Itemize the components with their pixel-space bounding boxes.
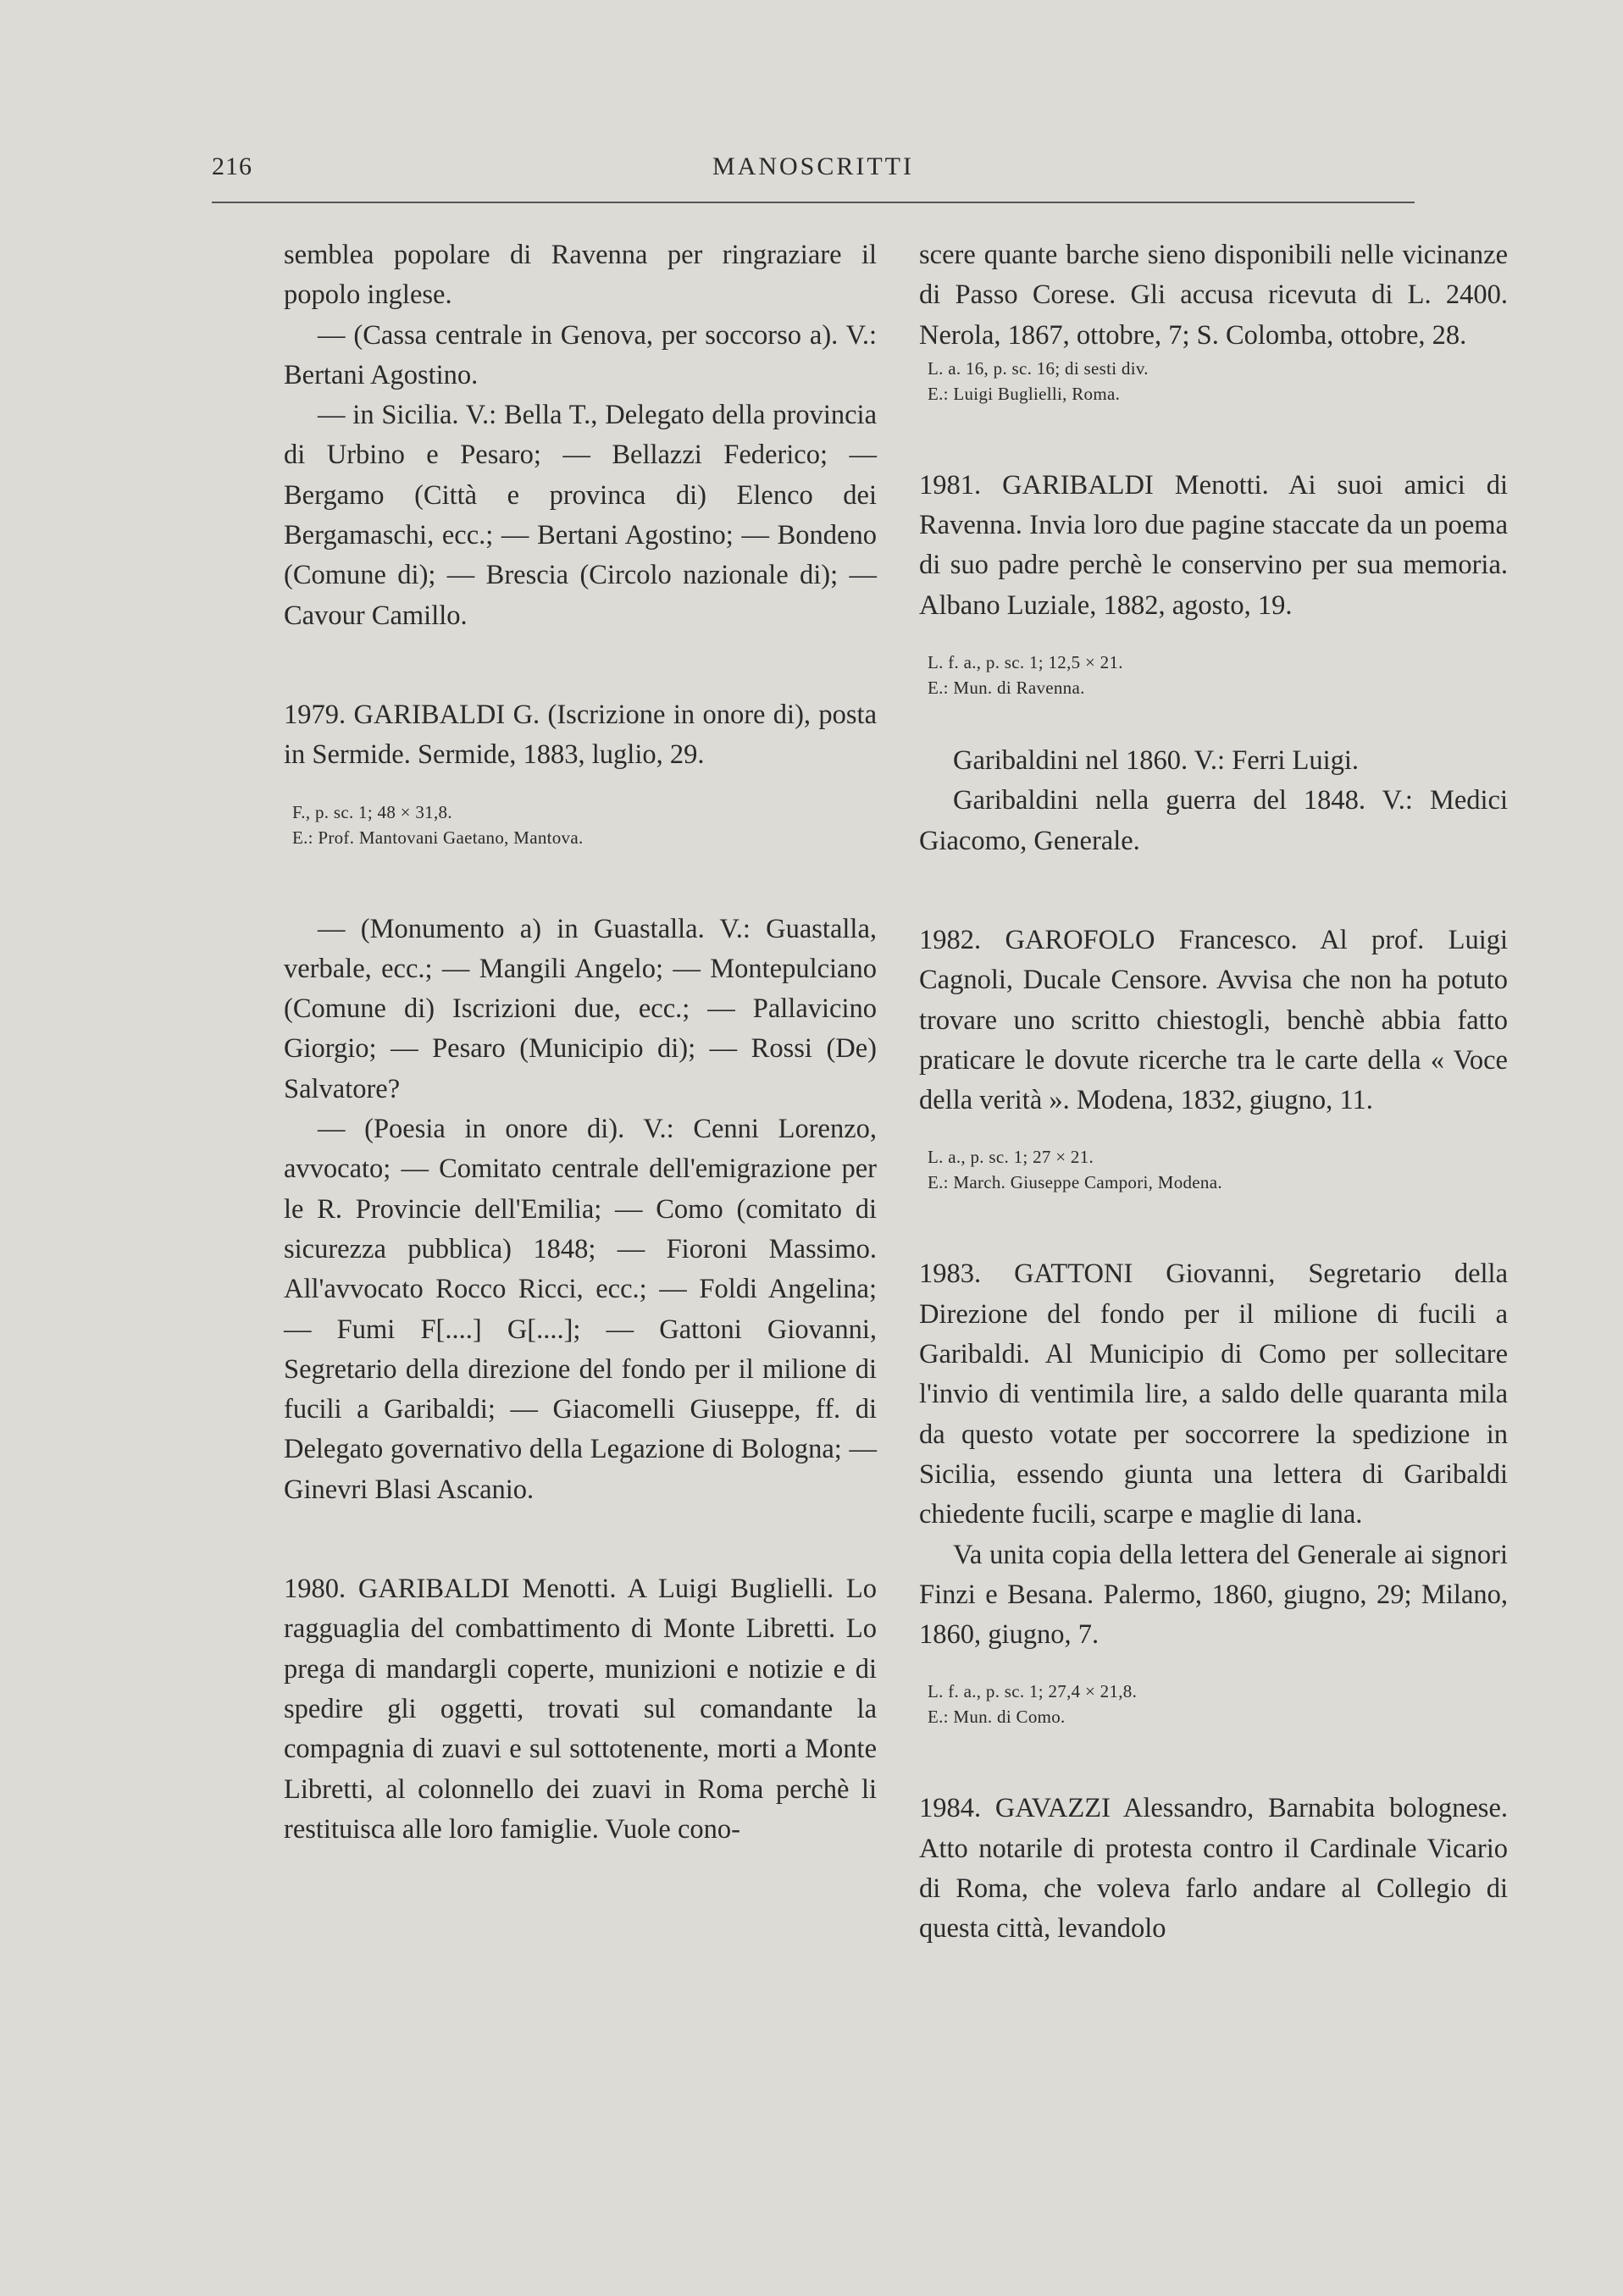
spacer — [919, 700, 1508, 741]
spacer — [284, 1510, 877, 1569]
header-rule — [212, 202, 1415, 203]
spacer — [919, 1729, 1508, 1789]
spacer — [284, 636, 877, 695]
description-line: E.: Prof. Mantovani Gaetano, Mantova. — [292, 827, 584, 848]
page-number: 216 — [212, 152, 252, 180]
catalog-entry: 1983. GATTONI Giovanni, Segretario della Direzione del fondo per il milione di fucili a Garibaldi. Al Municipio di Como per sollecitare l'invio di ventimila lire, a saldo delle quaranta mila da questo votate per soccorrere la spedizione in Sicilia, essendo giunta una lettera di Garibaldi chiedente fucili, scarpe e maglie di lana. — [919, 1259, 1508, 1530]
spacer — [919, 1655, 1508, 1679]
left-column — [284, 235, 877, 1850]
paragraph: semblea popolare di Ravenna per ringraziare il popolo inglese. — [284, 240, 877, 311]
spacer — [919, 1120, 1508, 1144]
physical-description — [928, 1144, 1508, 1195]
paragraph: Garibaldini nella guerra del 1848. V.: Medici Giacomo, Generale. — [919, 785, 1508, 856]
catalog-entry: 1979. GARIBALDI G. (Iscrizione in onore di), posta in Sermide. Sermide, 1883, luglio, 29. — [284, 699, 877, 771]
paragraph: — (Cassa centrale in Genova, per soccorso a). V.: Bertani Agostino. — [284, 319, 877, 390]
catalog-entry: 1981. GARIBALDI Menotti. Ai suoi amici di Ravenna. Invia loro due pagine staccate da un poema di suo padre perchè le conservino per sua memoria. Albano Luziale, 1882, agosto, 19. — [919, 469, 1508, 621]
paragraph: Va unita copia della lettera del Generale ai signori Finzi e Besana. Palermo, 1860, giugno, 29; Milano, 1860, giugno, 7. — [919, 1539, 1508, 1651]
paragraph: — (Poesia in onore di). V.: Cenni Lorenzo, avvocato; — Comitato centrale dell'emigrazione per le R. Provincie dell'Emilia; — Como (comitato di sicurezza pubblica) 1848; — Fioroni Massimo. All'avvocato Rocco Ricci, ecc.; — Foldi Angelina; — Fumi F[....] G[....]; — Gattoni Giovanni, Segretario della direzione del fondo per il milione di fucili a Garibaldi; — Giacomelli Giuseppe, ff. di Delegato governativo della Legazione di Bologna; — Ginevri Blasi Ascanio. — [284, 1114, 877, 1505]
catalog-entry: 1984. GAVAZZI Alessandro, Barnabita bolognese. Atto notarile di protesta contro il Cardinale Vicario di Roma, che voleva farlo andare al Collegio di questa città, levandolo — [919, 1793, 1508, 1945]
physical-description — [928, 356, 1508, 407]
physical-description — [292, 799, 877, 850]
spacer — [919, 1195, 1508, 1254]
paragraph: — (Monumento a) in Guastalla. V.: Guastalla, verbale, ecc.; — Mangili Angelo; — Montepulciano (Comune di) Iscrizioni due, ecc.; — Pallavicino Giorgio; — Pesaro (Municipio di); — Rossi (De) Salvatore? — [284, 913, 877, 1104]
description-line: L. a. 16, p. sc. 16; di sesti div. — [928, 357, 1149, 379]
description-line: F., p. sc. 1; 48 × 31,8. — [292, 801, 452, 822]
description-line: L. a., p. sc. 1; 27 × 21. — [928, 1147, 1094, 1168]
physical-description — [928, 1679, 1508, 1729]
description-line: L. f. a., p. sc. 1; 27,4 × 21,8. — [928, 1681, 1138, 1702]
description-line: E.: Mun. di Ravenna. — [928, 678, 1085, 699]
description-line: L. f. a., p. sc. 1; 12,5 × 21. — [928, 652, 1123, 673]
spacer — [919, 626, 1508, 650]
spacer — [284, 850, 877, 910]
running-title: MANOSCRITTI — [712, 152, 914, 180]
description-line: E.: March. Giuseppe Campori, Modena. — [928, 1172, 1222, 1193]
description-line: E.: Mun. di Como. — [928, 1707, 1066, 1728]
description-line: E.: Luigi Buglielli, Roma. — [928, 383, 1121, 404]
spacer — [919, 407, 1508, 466]
physical-description — [928, 650, 1508, 700]
catalog-entry: 1982. GAROFOLO Francesco. Al prof. Luigi Cagnoli, Ducale Censore. Avvisa che non ha potuto trovare uno scritto chiestogli, benchè abbia fatto praticare le dovute ricerche tra le carte della « Voce della verità ». Modena, 1832, giugno, 11. — [919, 924, 1508, 1116]
paragraph: Garibaldini nel 1860. V.: Ferri Luigi. — [953, 745, 1360, 777]
right-column — [919, 235, 1508, 1950]
page-header — [212, 152, 1415, 195]
paragraph: — in Sicilia. V.: Bella T., Delegato della provincia di Urbino e Pesaro; — Bellazzi Federico; — Bergamo (Città e provinca di) Elenco dei Bergamaschi, ecc.; — Bertani Agostino; — Bondeno (Comune di); — Brescia (Circolo nazionale di); — Cavour Camillo. — [284, 400, 877, 631]
paragraph: scere quante barche sieno disponibili nelle vicinanze di Passo Corese. Gli accusa ricevuta di L. 2400. Nerola, 1867, ottobre, 7; S. Colomba, ottobre, 28. — [919, 240, 1508, 351]
spacer — [284, 776, 877, 799]
catalog-entry: 1980. GARIBALDI Menotti. A Luigi Buglielli. Lo ragguaglia del combattimento di Monte Libretti. Lo prega di mandargli coperte, munizioni e notizie e di spedire gli oggetti, trovati sul comandante la compagnia di zuavi e sul sottotenente, morti a Monte Libretti, al colonnello dei zuavi in Roma perchè li restituisca alle loro famiglie. Vuole cono- — [284, 1574, 877, 1845]
spacer — [919, 861, 1508, 921]
